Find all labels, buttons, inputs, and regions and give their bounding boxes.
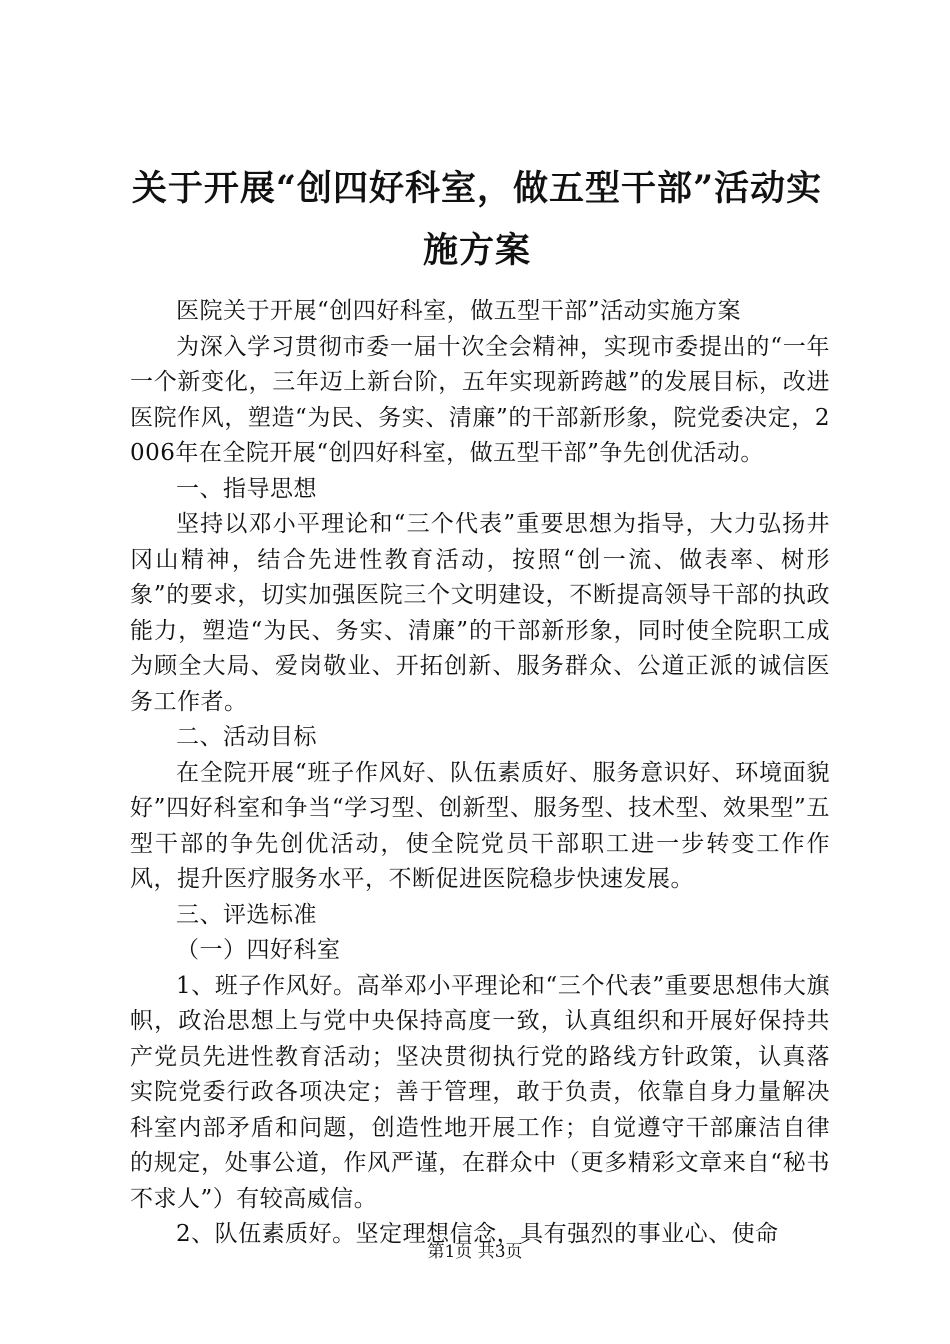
section-heading-guiding-thought: 一、指导思想 — [176, 475, 317, 502]
section-heading-criteria: 三、评选标准 — [176, 901, 317, 928]
paragraph-criteria-1: 1、班子作风好。高举邓小平理论和“三个代表”重要思想伟大旗帜，政治思想上与党中央保持高度一致，认真组织和开展好保持共产党员先进性教育活动；坚决贯彻执行党的路线方针政策，认真落实院党委行政各项决定；善于管理，敢于负责，依靠自身力量解决科室内部矛盾和问题，创造性地开展工作；自觉遵守干部廉洁自律的规定，处事公道，作风严谨，在群众中（更多精彩文章来自“秘书不求人”）有较高威信。 — [130, 972, 830, 1212]
section-heading-activity-goal: 二、活动目标 — [176, 724, 317, 750]
document-body — [130, 294, 830, 1253]
paragraph-activity-goal: 在全院开展“班子作风好、队伍素质好、服务意识好、环境面貌好”四好科室和争当“学习型、创新型、服务型、技术型、效果型”五型干部的争先创优活动，使全院党员干部职工进一步转变工作作风，提升医疗服务水平，不断促进医院稳步快速发展。 — [130, 759, 830, 892]
paragraph-subtitle: 医院关于开展“创四好科室，做五型干部”活动实施方案 — [176, 298, 742, 324]
document-title: 关于开展“创四好科室，做五型干部”活动实施方案 — [131, 168, 823, 271]
paragraph-guiding-thought: 坚持以邓小平理论和“三个代表”重要思想为指导，大力弘扬井冈山精神，结合先进性教育活动，按照“创一流、做表率、树形象”的要求，切实加强医院三个文明建设，不断提高领导干部的执政能力，塑造“为民、务实、清廉”的干部新形象，同时使全院职工成为顾全大局、爱岗敬业、开拓创新、服务群众、公道正派的诚信医务工作者。 — [130, 511, 830, 715]
page-footer: 第1页 共3页 — [427, 1242, 523, 1262]
paragraph-criteria-2: 2、队伍素质好。坚定理想信念，具有强烈的事业心、使命 — [176, 1221, 779, 1247]
paragraph-intro: 为深入学习贯彻市委一届十次全会精神，实现市委提出的“一年一个新变化，三年迈上新台阶，五年实现新跨越”的发展目标，改进医院作风，塑造“为民、务实、清廉”的干部新形象，院党委决定，2006年在全院开展“创四好科室，做五型干部”争先创优活动。 — [130, 333, 830, 466]
subsection-heading-four-good: （一）四好科室 — [176, 937, 341, 963]
